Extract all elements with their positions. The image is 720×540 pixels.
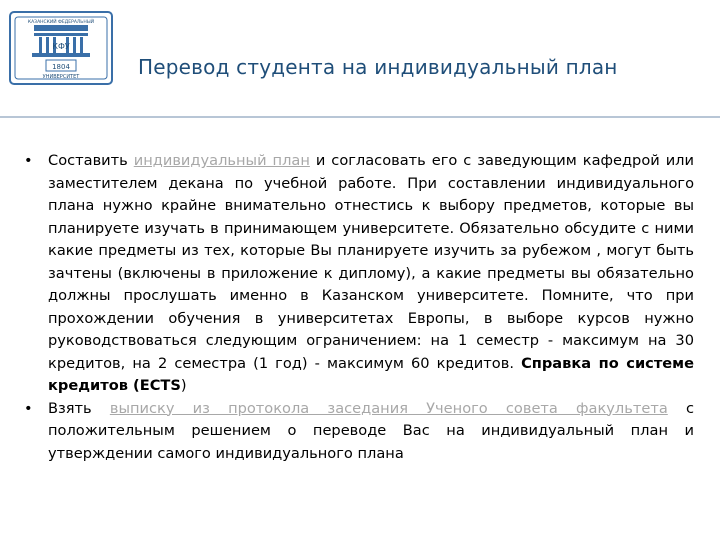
- bullet-text: с положительным решением о переводе Вас на индивидуальный план и утверждении самого индивидуального плана: [48, 399, 695, 462]
- logo-bottom-text: УНИВЕРСИТЕТ: [42, 74, 80, 80]
- bullet-marker: •: [24, 152, 33, 169]
- logo-top-text: КАЗАНСКИЙ ФЕДЕРАЛЬНЫЙ: [27, 20, 95, 25]
- bullet-item-individual-plan: [24, 150, 694, 398]
- bullet-text: Составить: [48, 152, 134, 169]
- bullet-item-council-extract: [24, 398, 694, 466]
- bullet-list: [24, 150, 694, 465]
- slide-header: [0, 0, 720, 118]
- bullet-text: Взять: [48, 399, 110, 417]
- header-divider: [0, 116, 720, 118]
- logo-year: 1804: [52, 63, 70, 71]
- council-extract-link[interactable]: выписку из протокола заседания Ученого совета факультета: [109, 399, 668, 417]
- individual-plan-link[interactable]: индивидуальный план: [133, 152, 310, 169]
- bullet-text: и согласовать его с заведующим кафедрой или заместителем декана по учебной работе. При составлении индивидуального плана нужно крайне внимательно отнестись к выбору предметов, которые вы планируете изучать в принимающем университете. Обязательно обсудите с ними какие предметы из тех, которые Вы планируете изучить за рубежом , могут быть зачтены (включены в приложение к диплому), а какие предметы вы обязательно должны прослушать именно в Казанском университете. Помните, что при прохождении обучения в университетах Европы, в выборе курсов нужно руководствоваться следующим ограничением: на 1 семестр - максимум на 30 кредитов, на 2 семестра (1 год) - максимум 60 кредитов.: [48, 152, 694, 372]
- ects-reference: Справка по системе кредитов (ECTS: [48, 354, 695, 394]
- bullet-text: ): [180, 377, 187, 394]
- logo-abbr: КФУ: [52, 42, 70, 51]
- bullet-marker: •: [24, 399, 33, 417]
- university-logo: [8, 10, 114, 86]
- page-title: Перевод студента на индивидуальный план: [138, 55, 618, 79]
